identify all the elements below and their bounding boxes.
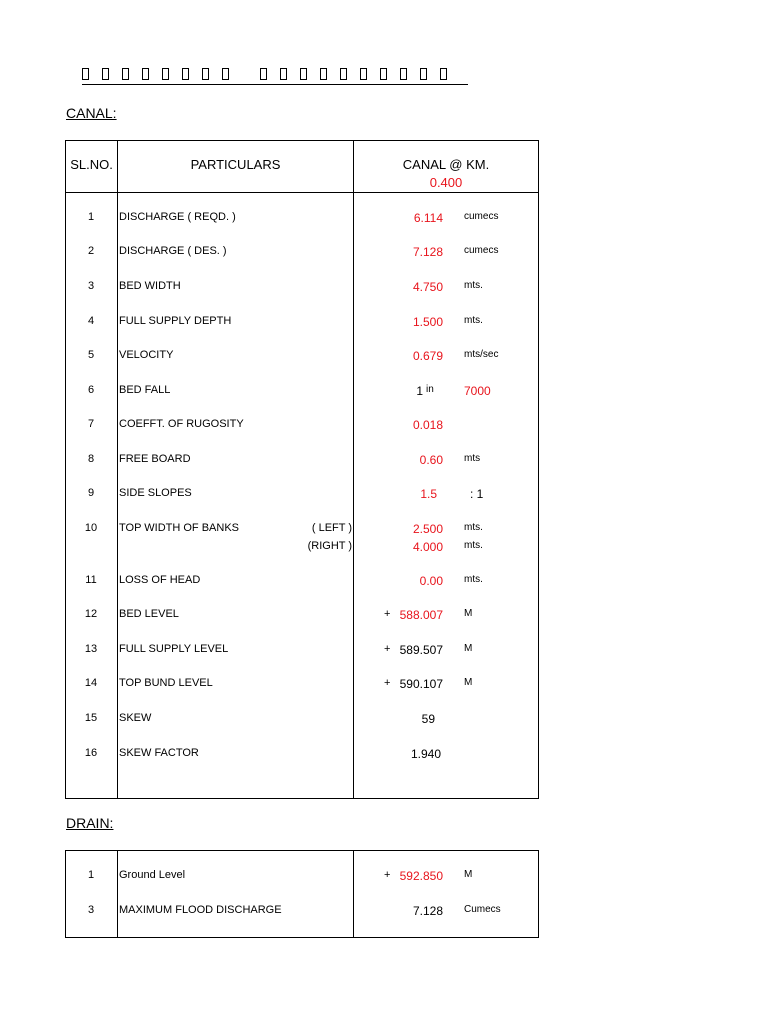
row-particular: BED WIDTH	[119, 280, 181, 292]
title-glyph	[360, 68, 367, 80]
row-unit: cumecs	[464, 245, 499, 256]
row-unit: M	[464, 643, 473, 654]
row-unit: cumecs	[464, 211, 499, 222]
row-value: 1.5	[420, 487, 437, 501]
row-number: 16	[84, 747, 98, 759]
row-plus-sign: +	[384, 677, 391, 689]
row-value: 7.128	[412, 904, 443, 918]
document-title	[82, 64, 468, 85]
header-slno: SL.NO.	[70, 157, 113, 172]
row-particular: SKEW FACTOR	[119, 747, 199, 759]
title-glyph	[162, 68, 169, 80]
title-glyph	[142, 68, 149, 80]
row-value: 589.507	[399, 643, 443, 657]
title-glyph	[222, 68, 229, 80]
row-particular: TOP WIDTH OF BANKS	[119, 522, 239, 534]
row-number: 5	[87, 349, 95, 361]
table-row	[66, 904, 538, 920]
row-particular: BED FALL	[119, 384, 171, 396]
table-row	[66, 677, 538, 693]
table-row	[66, 453, 538, 469]
row-particular: TOP BUND LEVEL	[119, 677, 213, 689]
canal-table	[65, 140, 539, 799]
row-particular: MAXIMUM FLOOD DISCHARGE	[119, 904, 282, 916]
drain-section-label: DRAIN:	[66, 815, 114, 831]
header-canal-at-km: CANAL @ KM.	[402, 157, 490, 172]
row-value: 590.107	[399, 677, 443, 691]
table-row	[66, 574, 538, 590]
row-number: 15	[84, 712, 98, 724]
row-value: 59	[421, 712, 435, 726]
row-in-label: in	[426, 384, 434, 395]
row-unit: M	[464, 677, 473, 688]
row-number: 11	[85, 574, 97, 586]
table-row	[66, 869, 538, 885]
table-row	[66, 487, 538, 503]
table-row	[66, 280, 538, 296]
row-value: 588.007	[399, 608, 443, 622]
table-row	[66, 643, 538, 659]
table-row	[66, 418, 538, 434]
row-number: 1	[87, 869, 95, 881]
table-row	[66, 522, 538, 538]
row-number: 7	[87, 418, 95, 430]
table-row	[66, 349, 538, 365]
row-number: 13	[84, 643, 98, 655]
row-value: 0.60	[419, 453, 443, 467]
row-unit: mts.	[464, 280, 483, 291]
row-particular: Ground Level	[119, 869, 186, 881]
row-number: 9	[87, 487, 95, 499]
row-number: 4	[87, 315, 95, 327]
row-particular: DISCHARGE ( REQD. )	[119, 211, 236, 223]
table-row	[66, 712, 538, 728]
title-glyph	[300, 68, 307, 80]
title-glyph	[440, 68, 447, 80]
title-glyph	[202, 68, 209, 80]
title-glyph	[380, 68, 387, 80]
row-number: 1	[87, 211, 95, 223]
row-value-right: 4.000	[412, 540, 443, 554]
row-value-secondary: 7000	[464, 384, 491, 398]
row-unit: Cumecs	[464, 904, 501, 915]
table-row	[66, 608, 538, 624]
row-particular: VELOCITY	[119, 349, 174, 361]
row-number: 2	[87, 245, 95, 257]
table-row	[66, 384, 538, 400]
table-row	[66, 747, 538, 763]
title-glyph	[320, 68, 327, 80]
title-glyph	[82, 68, 89, 80]
row-number: 3	[87, 904, 95, 916]
row-plus-sign: +	[384, 643, 391, 655]
row-number: 8	[87, 453, 95, 465]
row-plus-sign: +	[384, 608, 391, 620]
column-divider	[353, 851, 354, 937]
header-divider	[66, 192, 538, 193]
row-particular: SIDE SLOPES	[119, 487, 192, 499]
title-glyph	[122, 68, 129, 80]
row-particular: FULL SUPPLY DEPTH	[119, 315, 232, 327]
row-value: 4.750	[412, 280, 443, 294]
row-particular: LOSS OF HEAD	[119, 574, 201, 586]
row-unit-right: mts.	[464, 540, 483, 551]
header-particulars: PARTICULARS	[190, 157, 281, 172]
canal-section-label: CANAL:	[66, 105, 117, 121]
row-particular: FULL SUPPLY LEVEL	[119, 643, 229, 655]
title-glyph	[420, 68, 427, 80]
table-row-continuation	[66, 540, 538, 556]
row-unit: M	[464, 869, 473, 880]
row-unit: mts/sec	[464, 349, 499, 360]
row-plus-sign: +	[384, 869, 391, 881]
row-value: 0.679	[412, 349, 443, 363]
row-particular: COEFFT. OF RUGOSITY	[119, 418, 244, 430]
row-unit: mts.	[464, 315, 483, 326]
column-divider	[353, 141, 354, 798]
title-glyph	[260, 68, 267, 80]
title-glyph	[400, 68, 407, 80]
table-row	[66, 315, 538, 331]
row-value: 6.114	[413, 211, 443, 225]
row-number: 12	[84, 608, 98, 620]
row-value-left: 2.500	[412, 522, 443, 536]
title-glyph	[102, 68, 109, 80]
row-number: 6	[87, 384, 95, 396]
row-value: 592.850	[399, 869, 443, 883]
title-glyph	[340, 68, 347, 80]
row-particular: SKEW	[119, 712, 152, 724]
row-side-right: (RIGHT )	[307, 540, 352, 552]
row-value: 7.128	[412, 245, 443, 259]
row-number: 14	[84, 677, 98, 689]
header-km-value: 0.400	[429, 175, 463, 190]
title-glyph	[280, 68, 287, 80]
drain-table	[65, 850, 539, 938]
row-number: 10	[84, 522, 98, 534]
row-unit: M	[464, 608, 473, 619]
column-divider	[117, 851, 118, 937]
row-value: 0.00	[419, 574, 443, 588]
row-number: 3	[87, 280, 95, 292]
row-unit: mts.	[464, 574, 483, 585]
row-value: 1	[416, 384, 423, 398]
row-particular: DISCHARGE ( DES. )	[119, 245, 227, 257]
row-particular: FREE BOARD	[119, 453, 191, 465]
table-row	[66, 245, 538, 261]
table-row	[66, 211, 538, 227]
row-value: 1.500	[412, 315, 443, 329]
row-ratio: : 1	[470, 487, 484, 501]
row-value: 1.940	[410, 747, 441, 761]
title-glyph	[182, 68, 189, 80]
row-particular: BED LEVEL	[119, 608, 179, 620]
row-unit: mts	[464, 453, 481, 464]
row-side-left: ( LEFT )	[311, 522, 352, 534]
row-value: 0.018	[412, 418, 443, 432]
column-divider	[117, 141, 118, 798]
row-unit-left: mts.	[464, 522, 483, 533]
